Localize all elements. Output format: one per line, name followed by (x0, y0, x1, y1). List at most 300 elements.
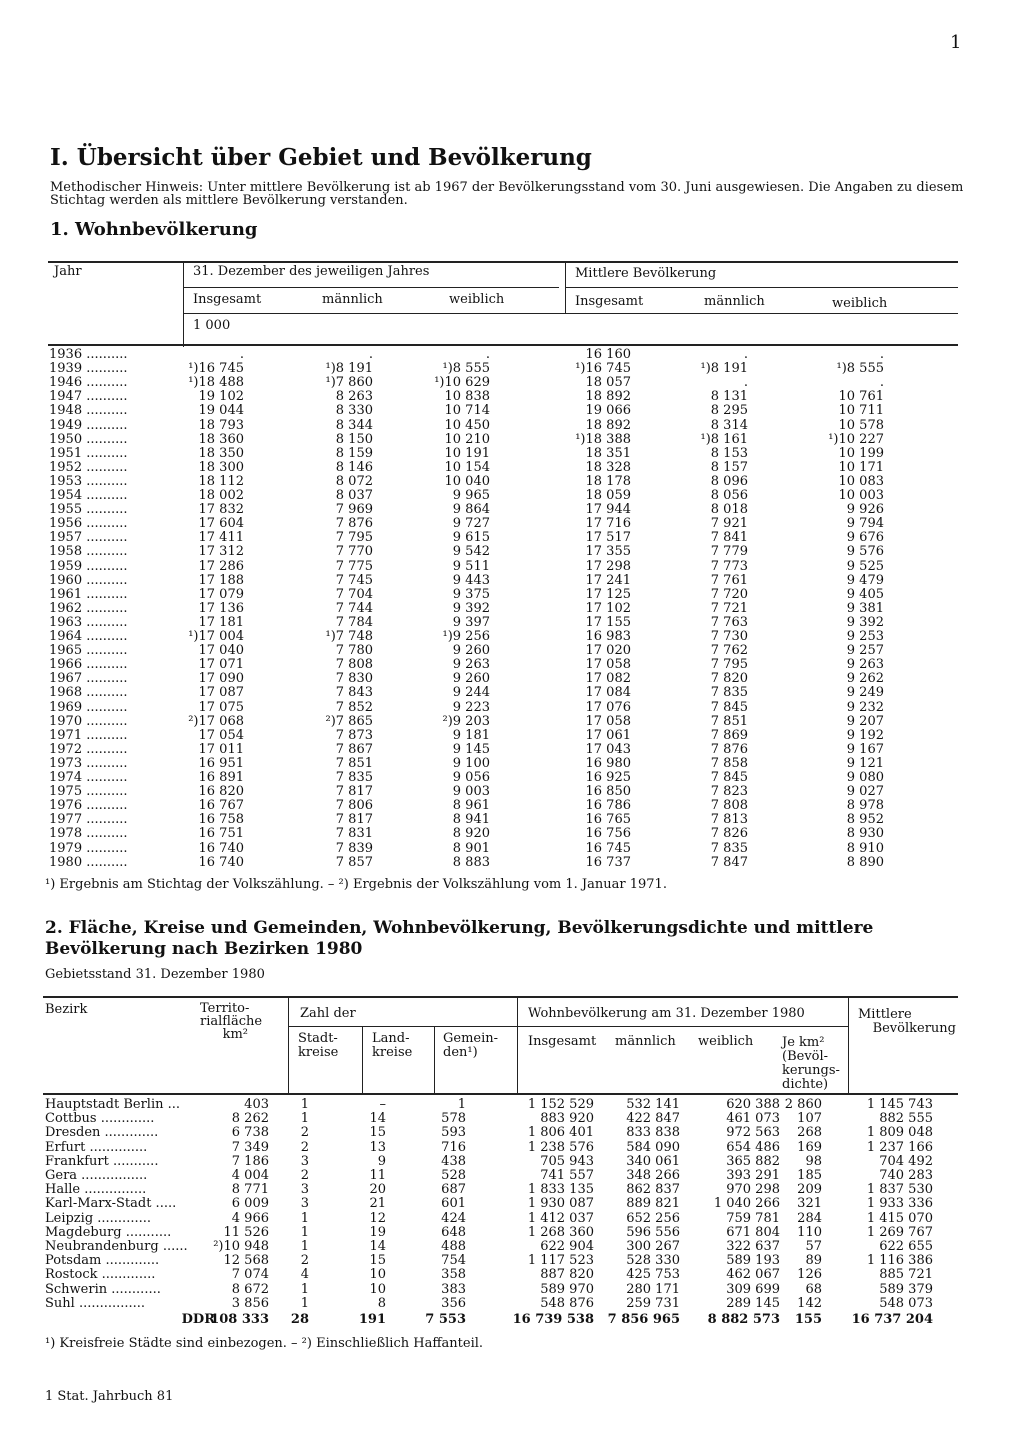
t1-value-cell: 7 795 (335, 530, 373, 546)
t2-col-mid-l2: Bevölkerung (872, 1021, 956, 1036)
t1-value-cell: 7 867 (335, 741, 373, 757)
t1-value-cell: 7 843 (335, 685, 373, 701)
t1-year-cell: 1962 .......... (49, 600, 128, 616)
t1-value-cell: 9 576 (846, 544, 884, 560)
t2-value-cell: 142 (797, 1295, 822, 1311)
t2-value-cell: 7 074 (231, 1267, 269, 1283)
t1-year-cell: 1963 .......... (49, 614, 128, 630)
t1-value-cell: 10 003 (838, 488, 884, 503)
t1-col-male2: männlich (704, 294, 765, 309)
t1-value-cell: 17 604 (198, 516, 244, 532)
t2-bezirk-cell: Cottbus ............. (45, 1111, 155, 1127)
t1-value-cell: 16 765 (585, 812, 631, 828)
t1-rule-mid (566, 287, 958, 288)
t2-value-cell: 1 (300, 1239, 309, 1254)
t2-value-cell: ²)10 948 (213, 1239, 269, 1254)
t1-value-cell: 10 210 (444, 431, 490, 447)
t1-value-cell: 10 761 (838, 389, 884, 405)
t1-value-cell: 9 232 (846, 699, 884, 715)
t1-value-cell: 18 892 (585, 389, 631, 405)
t2-value-cell: 589 970 (540, 1281, 594, 1297)
t1-year-cell: 1953 .......... (49, 473, 128, 489)
t1-col-total: Insgesamt (193, 292, 262, 307)
t1-col-female: weiblich (449, 292, 505, 307)
t1-value-cell: 17 155 (585, 614, 631, 630)
t2-value-cell: 6 738 (231, 1125, 269, 1141)
t2-col-density-l2: (Bevöl- (782, 1049, 829, 1064)
t1-year-cell: 1975 .......... (49, 784, 128, 800)
t2-value-cell: 16 737 204 (851, 1312, 933, 1327)
t2-value-cell: 16 739 538 (512, 1312, 594, 1327)
t1-value-cell: ¹)8 555 (836, 361, 884, 377)
t1-value-cell: 17 075 (198, 699, 244, 715)
t2-value-cell: 1 145 743 (866, 1097, 933, 1112)
t1-value-cell: 9 443 (452, 572, 490, 588)
t1-value-cell: 7 775 (335, 558, 373, 574)
t1-value-cell: 8 930 (846, 826, 884, 842)
t2-value-cell: 488 (441, 1239, 466, 1254)
t2-value-cell: 578 (441, 1111, 466, 1127)
t2-value-cell: 548 073 (879, 1295, 933, 1311)
t1-year-cell: 1976 .......... (49, 798, 128, 814)
t1-value-cell: 16 745 (585, 840, 631, 856)
t2-col-mid (858, 1008, 956, 1036)
t1-value-cell: ¹)16 745 (188, 361, 244, 377)
t1-value-cell: 16 737 (585, 854, 631, 870)
t1-value-cell: ²)17 068 (188, 713, 244, 729)
t1-value-cell: 9 027 (846, 784, 884, 800)
t1-value-cell: 18 351 (585, 445, 631, 461)
t1-year-cell: 1974 .......... (49, 770, 128, 785)
t1-value-cell: 8 096 (710, 473, 748, 489)
t2-value-cell: 98 (805, 1153, 822, 1169)
t1-vrule-1 (183, 262, 184, 347)
t2-value-cell: 107 (797, 1111, 822, 1127)
t1-value-cell: 9 965 (452, 488, 490, 503)
t1-col-year: Jahr (54, 264, 82, 279)
t1-value-cell: 7 876 (335, 516, 373, 532)
t1-value-cell: 16 925 (585, 770, 631, 785)
t1-year-cell: 1955 .......... (49, 502, 128, 518)
t2-header-bottom-rule (43, 1093, 958, 1095)
t2-bezirk-cell: Schwerin ............ (45, 1281, 161, 1297)
t1-value-cell: 10 450 (444, 417, 490, 433)
t2-value-cell: 8 882 573 (707, 1312, 780, 1327)
t2-value-cell: 126 (797, 1267, 822, 1283)
t2-value-cell: 596 556 (626, 1224, 680, 1240)
t1-value-cell: 8 263 (335, 389, 373, 405)
t1-value-cell: 18 360 (198, 431, 244, 447)
t1-value-cell: 9 145 (452, 741, 490, 757)
t2-value-cell: 548 876 (540, 1295, 594, 1311)
t1-value-cell: 17 084 (585, 685, 631, 701)
t2-col-stadt-l2: kreise (298, 1045, 339, 1060)
t1-value-cell: 9 511 (452, 558, 490, 574)
t1-value-cell: 18 793 (198, 417, 244, 433)
t1-value-cell: 7 835 (710, 840, 748, 856)
t1-value-cell: 8 910 (846, 840, 884, 856)
t1-value-cell: 16 160 (585, 347, 631, 362)
t1-value-cell: 9 056 (452, 770, 490, 785)
t2-value-cell: 1 (457, 1097, 466, 1112)
t1-value-cell: 8 890 (846, 854, 884, 870)
t2-value-cell: 4 004 (231, 1168, 269, 1183)
t2-value-cell: 1 (300, 1281, 309, 1297)
table2-title: 2. Fläche, Kreise und Gemeinden, Wohnbevölkerung, Bevölkerungsdichte und mittlere Bevölkerung nach Bezirken 1980 (45, 918, 874, 959)
t1-year-cell: 1967 .......... (49, 671, 128, 687)
t1-value-cell: . (743, 347, 748, 362)
t1-value-cell: 9 100 (452, 755, 490, 771)
t2-value-cell: 268 (797, 1125, 822, 1141)
t1-value-cell: 7 808 (710, 798, 748, 814)
t2-value-cell: 8 771 (231, 1182, 269, 1198)
t1-year-cell: 1972 .......... (49, 741, 128, 757)
t2-value-cell: 4 966 (231, 1210, 269, 1226)
t2-value-cell: 12 568 (223, 1253, 269, 1269)
t1-value-cell: 8 295 (710, 403, 748, 419)
t2-col-mid-l1: Mittlere (858, 1007, 912, 1022)
method-note: Methodischer Hinweis: Unter mittlere Bevölkerung ist ab 1967 der Bevölkerungsstand vom 30. Juni ausgewiesen. Die Angaben zu diesem Stichtag werden als mittlere Bevölkerung verstanden. (50, 180, 964, 208)
t1-value-cell: 7 761 (710, 572, 748, 588)
t2-value-cell: 89 (805, 1253, 822, 1269)
t2-value-cell: 584 090 (626, 1139, 680, 1155)
t1-year-cell: 1936 .......... (49, 347, 128, 362)
t2-value-cell: 1 806 401 (527, 1125, 594, 1141)
t1-value-cell: 16 850 (585, 784, 631, 800)
t2-vrule-3 (434, 1027, 435, 1094)
t1-value-cell: 9 260 (452, 671, 490, 687)
table2-footnote: ¹) Kreisfreie Städte sind einbezogen. – ²) Einschließlich Haffanteil. (45, 1336, 484, 1351)
t2-value-cell: 601 (441, 1196, 466, 1212)
t1-year-cell: 1939 .......... (49, 361, 128, 377)
t2-value-cell: 622 904 (540, 1239, 594, 1254)
t1-value-cell: 17 102 (585, 600, 631, 616)
t2-value-cell: 972 563 (726, 1125, 780, 1141)
t1-value-cell: 10 191 (444, 445, 490, 461)
t2-value-cell: 1 (300, 1097, 309, 1112)
t1-value-cell: 9 167 (846, 741, 884, 757)
t1-value-cell: 9 542 (452, 544, 490, 560)
t2-vrule-5 (848, 998, 849, 1094)
t1-value-cell: 18 002 (198, 488, 244, 503)
t2-value-cell: 7 349 (231, 1139, 269, 1155)
t1-value-cell: ¹)17 004 (188, 629, 244, 644)
t2-value-cell: 9 (377, 1153, 386, 1169)
t1-value-cell: 7 826 (710, 826, 748, 842)
t1-value-cell: 9 181 (452, 727, 490, 743)
t1-value-cell: 10 199 (838, 445, 884, 461)
t2-bezirk-cell: Frankfurt ........... (45, 1153, 159, 1169)
t2-value-cell: 528 330 (626, 1253, 680, 1269)
t2-col-land-l1: Land- (372, 1031, 410, 1046)
t2-group-pop: Wohnbevölkerung am 31. Dezember 1980 (528, 1006, 805, 1021)
t2-value-cell: 284 (797, 1210, 822, 1226)
t1-value-cell: . (485, 347, 490, 362)
t1-value-cell: 19 066 (585, 403, 631, 419)
t2-value-cell: 8 262 (231, 1111, 269, 1127)
t2-value-cell: 2 (300, 1125, 309, 1141)
t2-value-cell: 340 061 (626, 1153, 680, 1169)
t2-value-cell: 704 492 (879, 1153, 933, 1169)
t1-vrule-2 (565, 262, 566, 314)
t2-value-cell: 532 141 (626, 1097, 680, 1112)
t1-value-cell: . (879, 375, 884, 391)
t2-col-land-l2: kreise (372, 1045, 413, 1060)
t1-value-cell: 16 820 (198, 784, 244, 800)
t1-value-cell: 9 257 (846, 643, 884, 659)
t2-value-cell: 3 856 (231, 1295, 269, 1311)
t2-value-cell: 862 837 (626, 1182, 680, 1198)
t2-value-cell: 393 291 (726, 1168, 780, 1183)
t1-value-cell: 17 090 (198, 671, 244, 687)
t1-value-cell: 7 845 (710, 770, 748, 785)
t1-value-cell: 17 136 (198, 600, 244, 616)
t2-value-cell: 1 (300, 1111, 309, 1127)
t2-value-cell: 462 067 (726, 1267, 780, 1283)
t2-value-cell: 209 (797, 1182, 822, 1198)
t1-value-cell: 10 083 (838, 473, 884, 489)
t1-value-cell: 8 146 (335, 459, 373, 475)
t1-year-cell: 1954 .......... (49, 488, 128, 503)
t2-value-cell: 424 (441, 1210, 466, 1226)
t2-value-cell: 28 (290, 1312, 309, 1327)
t1-value-cell: 7 773 (710, 558, 748, 574)
t2-value-cell: 15 (369, 1125, 386, 1141)
t2-value-cell: 589 379 (879, 1281, 933, 1297)
t2-group-count: Zahl der (300, 1006, 356, 1021)
t1-value-cell: 16 740 (198, 840, 244, 856)
table1-top-rule (48, 261, 958, 263)
t1-value-cell: 8 131 (710, 389, 748, 405)
t2-value-cell: 289 145 (726, 1295, 780, 1311)
t1-value-cell: 9 864 (452, 502, 490, 518)
t1-value-cell: 7 770 (335, 544, 373, 560)
t2-value-cell: 652 256 (626, 1210, 680, 1226)
t1-value-cell: 8 314 (710, 417, 748, 433)
t2-value-cell: 68 (805, 1281, 822, 1297)
t1-value-cell: 7 817 (335, 784, 373, 800)
t1-value-cell: 17 125 (585, 586, 631, 602)
t2-value-cell: 1 837 530 (866, 1182, 933, 1198)
t2-value-cell: 10 (369, 1267, 386, 1283)
t2-value-cell: 1 415 070 (866, 1210, 933, 1226)
t2-col-area-l2: rialfläche (200, 1014, 263, 1029)
t1-year-cell: 1956 .......... (49, 516, 128, 532)
t1-value-cell: 10 040 (444, 473, 490, 489)
t2-value-cell: 528 (441, 1168, 466, 1183)
t1-value-cell: 9 392 (452, 600, 490, 616)
t2-value-cell: 358 (441, 1267, 466, 1283)
t2-value-cell: 1 (300, 1224, 309, 1240)
t1-value-cell: 7 845 (710, 699, 748, 715)
t1-value-cell: 7 873 (335, 727, 373, 743)
t1-value-cell: 9 381 (846, 600, 884, 616)
t2-value-cell: 1 040 266 (713, 1196, 780, 1212)
t2-value-cell: 15 (369, 1253, 386, 1269)
t2-col-gem-l1: Gemein- (443, 1031, 499, 1046)
t1-value-cell: 7 721 (710, 600, 748, 616)
t2-value-cell: 20 (369, 1182, 386, 1198)
t2-value-cell: 365 882 (726, 1153, 780, 1169)
t1-value-cell: 9 253 (846, 629, 884, 644)
t1-value-cell: 8 961 (452, 798, 490, 814)
t1-value-cell: 17 716 (585, 516, 631, 532)
t1-value-cell: 9 375 (452, 586, 490, 602)
t1-value-cell: 18 328 (585, 459, 631, 475)
t1-value-cell: 17 040 (198, 643, 244, 659)
t2-value-cell: 887 820 (540, 1267, 594, 1283)
t2-value-cell: 1 412 037 (527, 1210, 594, 1226)
t2-value-cell: 1 269 767 (866, 1224, 933, 1240)
t2-value-cell: 321 (797, 1196, 822, 1212)
t1-value-cell: 18 350 (198, 445, 244, 461)
t1-value-cell: 9 479 (846, 572, 884, 588)
t2-bezirk-cell: Rostock ............. (45, 1267, 156, 1283)
t1-value-cell: 10 578 (838, 417, 884, 433)
t1-value-cell: ¹)8 555 (442, 361, 490, 377)
t2-value-cell: 11 526 (223, 1224, 269, 1240)
t1-year-cell: 1948 .......... (49, 403, 128, 419)
t1-value-cell: 9 223 (452, 699, 490, 715)
t1-value-cell: 18 892 (585, 417, 631, 433)
t1-value-cell: ¹)8 161 (700, 431, 748, 447)
t1-value-cell: 19 102 (198, 389, 244, 405)
t1-value-cell: 9 926 (846, 502, 884, 518)
t1-value-cell: 17 020 (585, 643, 631, 659)
t1-value-cell: 8 330 (335, 403, 373, 419)
t1-value-cell: 8 072 (335, 473, 373, 489)
t1-value-cell: 9 080 (846, 770, 884, 785)
t1-value-cell: 9 397 (452, 614, 490, 630)
t2-value-cell: 741 557 (540, 1168, 594, 1183)
t1-value-cell: 7 763 (710, 614, 748, 630)
t2-value-cell: 1 (300, 1295, 309, 1311)
t1-year-cell: 1960 .......... (49, 572, 128, 588)
t2-value-cell: 300 267 (626, 1239, 680, 1254)
t2-value-cell: 2 (300, 1168, 309, 1183)
t1-value-cell: 7 921 (710, 516, 748, 532)
t1-value-cell: 18 112 (198, 473, 244, 489)
t1-value-cell: ¹)10 227 (828, 431, 884, 447)
t1-year-cell: 1952 .......... (49, 459, 128, 475)
t1-value-cell: 17 241 (585, 572, 631, 588)
t2-value-cell: 383 (441, 1281, 466, 1297)
t2-value-cell: 1 116 386 (866, 1253, 933, 1269)
t2-bezirk-cell: Potsdam ............. (45, 1253, 160, 1269)
t2-vrule-1 (288, 998, 289, 1094)
t1-year-cell: 1971 .......... (49, 727, 128, 743)
t2-value-cell: 7 553 (425, 1312, 466, 1327)
table2-subtitle: Gebietsstand 31. Dezember 1980 (45, 967, 265, 982)
t2-bezirk-cell: Erfurt .............. (45, 1139, 148, 1155)
t1-value-cell: 17 011 (198, 741, 244, 757)
t2-value-cell: 882 555 (879, 1111, 933, 1127)
t2-col-male: männlich (615, 1034, 676, 1049)
t2-col-density-l3: kerungs- (782, 1063, 840, 1078)
t1-value-cell: ¹)8 191 (700, 361, 748, 377)
t1-year-cell: 1959 .......... (49, 558, 128, 574)
t1-value-cell: 8 056 (710, 488, 748, 503)
t2-value-cell: 348 266 (626, 1168, 680, 1183)
t1-value-cell: ¹)10 629 (434, 375, 490, 391)
t2-value-cell: 1 117 523 (527, 1253, 594, 1269)
t1-value-cell: 17 832 (198, 502, 244, 518)
t1-value-cell: 17 058 (585, 657, 631, 673)
t2-value-cell: 280 171 (626, 1281, 680, 1297)
t1-value-cell: 8 883 (452, 854, 490, 870)
t2-col-density-l1: Je km² (782, 1035, 825, 1050)
t1-value-cell: 18 057 (585, 375, 631, 391)
t1-value-cell: ¹)18 388 (575, 431, 631, 447)
t2-value-cell: 1 933 336 (866, 1196, 933, 1212)
t2-bezirk-cell: Magdeburg ........... (45, 1224, 172, 1240)
t1-value-cell: 16 767 (198, 798, 244, 814)
t2-bezirk-cell: Halle ............... (45, 1182, 147, 1198)
t1-rule-unit (184, 313, 958, 314)
t1-value-cell: 9 727 (452, 516, 490, 532)
t1-year-cell: 1970 .......... (49, 713, 128, 729)
t2-value-cell: 705 943 (540, 1153, 594, 1169)
t1-value-cell: 17 061 (585, 727, 631, 743)
t2-value-cell: 425 753 (626, 1267, 680, 1283)
t1-year-cell: 1973 .......... (49, 755, 128, 771)
t1-value-cell: ²)7 865 (325, 713, 373, 729)
t1-value-cell: 9 192 (846, 727, 884, 743)
t1-value-cell: 17 043 (585, 741, 631, 757)
t1-value-cell: 17 087 (198, 685, 244, 701)
t2-value-cell: 6 009 (231, 1196, 269, 1212)
t1-year-cell: 1951 .......... (49, 445, 128, 461)
t1-value-cell: 7 720 (710, 586, 748, 602)
t1-value-cell: 7 813 (710, 812, 748, 828)
t2-bezirk-cell: Gera ................ (45, 1168, 148, 1183)
t2-value-cell: 754 (441, 1253, 466, 1269)
t1-value-cell: . (879, 347, 884, 362)
t1-value-cell: 9 262 (846, 671, 884, 687)
t1-year-cell: 1978 .......... (49, 826, 128, 842)
table1-title: 1. Wohnbevölkerung (50, 219, 258, 240)
t1-value-cell: ¹)8 191 (325, 361, 373, 377)
t1-value-cell: ¹)18 488 (188, 375, 244, 391)
t1-year-cell: 1966 .......... (49, 657, 128, 673)
t1-group-mid: Mittlere Bevölkerung (575, 266, 717, 281)
t2-col-density-l4: dichte) (782, 1077, 829, 1092)
t2-col-gem-l2: den¹) (443, 1045, 478, 1060)
t2-value-cell: 620 388 (726, 1097, 780, 1112)
t1-value-cell: 9 615 (452, 530, 490, 546)
t1-value-cell: 7 806 (335, 798, 373, 814)
t1-year-cell: 1965 .......... (49, 643, 128, 659)
yearbook-mark: 1 Stat. Jahrbuch 81 (45, 1389, 174, 1404)
t2-value-cell: 8 672 (231, 1281, 269, 1297)
t2-value-cell: 740 283 (879, 1168, 933, 1183)
t1-value-cell: 9 121 (846, 755, 884, 771)
table1-footnote: ¹) Ergebnis am Stichtag der Volkszählung. – ²) Ergebnis der Volkszählung vom 1. Januar 1971. (45, 877, 667, 892)
t1-value-cell: 9 260 (452, 643, 490, 659)
t1-rule-dec (184, 287, 559, 288)
t2-rule-count (289, 1026, 517, 1027)
t1-value-cell: . (239, 347, 244, 362)
t2-value-cell: 8 (377, 1295, 386, 1311)
t1-value-cell: 16 758 (198, 812, 244, 828)
t2-value-cell: 593 (441, 1125, 466, 1141)
t2-value-cell: 671 804 (726, 1224, 780, 1240)
table2-top-rule (43, 996, 958, 998)
t1-year-cell: 1977 .......... (49, 812, 128, 828)
t1-value-cell: 17 944 (585, 502, 631, 518)
t1-value-cell: 8 037 (335, 488, 373, 503)
t1-value-cell: 17 181 (198, 614, 244, 630)
